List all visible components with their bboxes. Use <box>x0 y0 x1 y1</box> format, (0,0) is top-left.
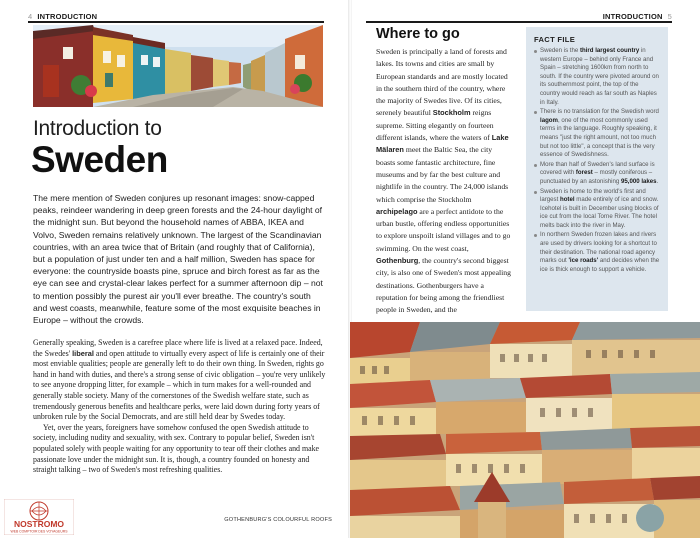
keyword-lake-malaren: Lake Mälaren <box>376 133 509 155</box>
fact-text: and decides when the ice is thick enough to support a vehicle. <box>540 257 660 273</box>
right-page-number: 5 <box>667 11 672 21</box>
fact-file-box <box>526 27 668 311</box>
fact-keyword: 'ice roads' <box>568 257 599 265</box>
fact-item <box>534 231 660 274</box>
fact-text: There is no translation for the Swedish word <box>540 108 659 116</box>
fact-keyword: 95,000 lakes <box>620 177 657 185</box>
fact-keyword: lagom <box>540 116 558 124</box>
keyword-archipelago: archipelago <box>376 206 418 216</box>
roofs-photo-illustration <box>350 322 700 538</box>
fact-keyword: third largest country <box>579 47 640 54</box>
fact-text: Sweden is home to the world's first and largest <box>540 187 646 204</box>
fact-list <box>534 47 660 274</box>
svg-text:WEB COMPTOIR DES VOYAGEURS: WEB COMPTOIR DES VOYAGEURS <box>10 529 68 534</box>
where-to-go-text <box>376 46 512 317</box>
body-text-span: meet the Baltic Sea, the city boasts some fantastic architecture, fine museums and by far the best culture and nightlife in the country. The 24,000 islands which comprise the Stockholm <box>376 145 509 204</box>
body-text-span: are a perfect antidote to the urban bustle, offering endless opportunities to explore unspoilt island villages and to go swimming. On the west coast, <box>376 206 511 253</box>
fact-text: , one of the most commonly used terms in the language. Roughly speaking, it means "just the right amount, not too much but not too little", a concept that is the very essence of Swedishness. <box>540 116 657 159</box>
intro-title-big: Sweden <box>31 139 168 180</box>
intro-title-small: Introduction to <box>33 117 162 140</box>
fact-item <box>534 188 660 231</box>
fact-text: – mostly coniferous – punctuated by an astonishing <box>540 169 653 185</box>
fact-text: Sweden is the <box>540 47 580 54</box>
keyword-liberal: liberal <box>72 348 94 358</box>
fact-item <box>534 161 660 187</box>
street-photo <box>33 25 323 107</box>
roofs-photo <box>350 322 700 538</box>
body-paragraph-1 <box>33 338 327 423</box>
body-text-span: Generally speaking, Sweden is a carefree place where life is lived at a relaxed pace. Indeed, the Swedes' <box>33 338 323 358</box>
fact-text: . <box>656 177 659 185</box>
photo-caption: GOTHENBURG'S COLOURFUL ROOFS <box>224 517 332 523</box>
fact-text: in western Europe – behind only France and Spain – stretching 1600km from north to south. If the country were pivoted around on its southernmost point, the top of the country would reach as far south as Naples in Italy. <box>540 47 659 106</box>
fact-text: More than half of Sweden's land surface is covered with <box>540 160 655 177</box>
fact-item <box>534 108 660 160</box>
logo-mark <box>4 499 74 535</box>
svg-text:NOSTROMO: NOSTROMO <box>13 519 65 529</box>
left-header-rule <box>28 21 324 23</box>
left-page-number: 4 <box>28 11 33 21</box>
body-text-span: , the country's second biggest city, is also one of Sweden's most appealing destinations. Gothenburgers have a reputation for being among the friendliest people in Sweden, and the <box>376 256 511 315</box>
fact-text: made entirely of ice and snow. Icehotel is built in December using blocks of ice cut from the local Torne River. The hotel melts back into the river in May. <box>540 196 659 229</box>
fact-keyword: hotel <box>559 196 575 204</box>
keyword-stockholm: Stockholm <box>432 108 471 118</box>
fact-text: In northern Sweden frozen lakes and rivers are used by drivers looking for a shortcut to their destination. The national road agency marks out <box>540 231 657 265</box>
nostromo-logo <box>4 499 74 535</box>
right-header-rule <box>366 21 672 23</box>
body-text-span: reigns supreme. Sitting elegantly on fourteen different islands, where the waters of <box>376 108 494 143</box>
fact-file-title: FACT FILE <box>534 35 576 44</box>
left-body-text <box>33 338 327 476</box>
fact-item <box>534 47 660 107</box>
body-text-span: and open attitude to virtually every aspect of life is certainly one of their most enviable qualities; people are generally left to do their own thing. In Sweden, rights go hand in hand with duties, and there's a strong sense of civic obligation – you're very unlikely to see anyone dropping litter, for example – which in turn makes for a well-rounded and generally stable society. Many of the cornerstones of the Swedish welfare state, such as tremendously generous benefits and healthcare perks, were laid down during forty years of unbroken rule by the Social Democrats, and are still held dear by Swedes today. <box>33 348 326 422</box>
intro-lead-paragraph: The mere mention of Sweden conjures up resonant images: snow-capped peaks, reindeer wandering in deep green forests and the 24-hour daylight of the midnight sun. But beyond the household names of ABBA, IKEA and Volvo, Sweden remains relatively unknown. The largest of the Scandinavian countries, with an area twice that of Britain (and roughly that of California), but a population of just under ten and a half million, Sweden has space for everyone: the countryside boasts pine, spruce and birch forest as far as the eye can see and crystal-clear lakes perfect for a summer afternoon dip – not to mention possibly the purest air you'll ever breathe. The country's south and west coasts, meanwhile, feature some of the most exquisite beaches in Europe – without the crowds. <box>33 193 323 326</box>
body-text-span: Sweden is principally a land of forests and lakes. Its towns and cities are small by European standards and are mostly located in the southern third of the country, where the majority of Swedes live. Of its cities, serenely beautiful <box>376 47 508 118</box>
keyword-gothenburg: Gothenburg <box>376 256 419 266</box>
body-paragraph-2: Yet, over the years, foreigners have somehow confused the open Swedish attitude to society, including nudity and sexuality, with sex. Contrary to popular belief, Sweden isn't populated solely with people waiting for any opportunity to tear off their clothes and make passionate love under the midnight sun. It is, though, a country founded on honesty and straight talking – two of Sweden's most refreshing qualities. <box>33 422 320 475</box>
where-to-go-heading: Where to go <box>376 26 460 42</box>
fact-keyword: forest <box>575 169 593 177</box>
street-photo-illustration <box>33 25 323 107</box>
left-header-title: INTRODUCTION <box>37 11 98 21</box>
right-header-title: INTRODUCTION <box>602 11 663 21</box>
